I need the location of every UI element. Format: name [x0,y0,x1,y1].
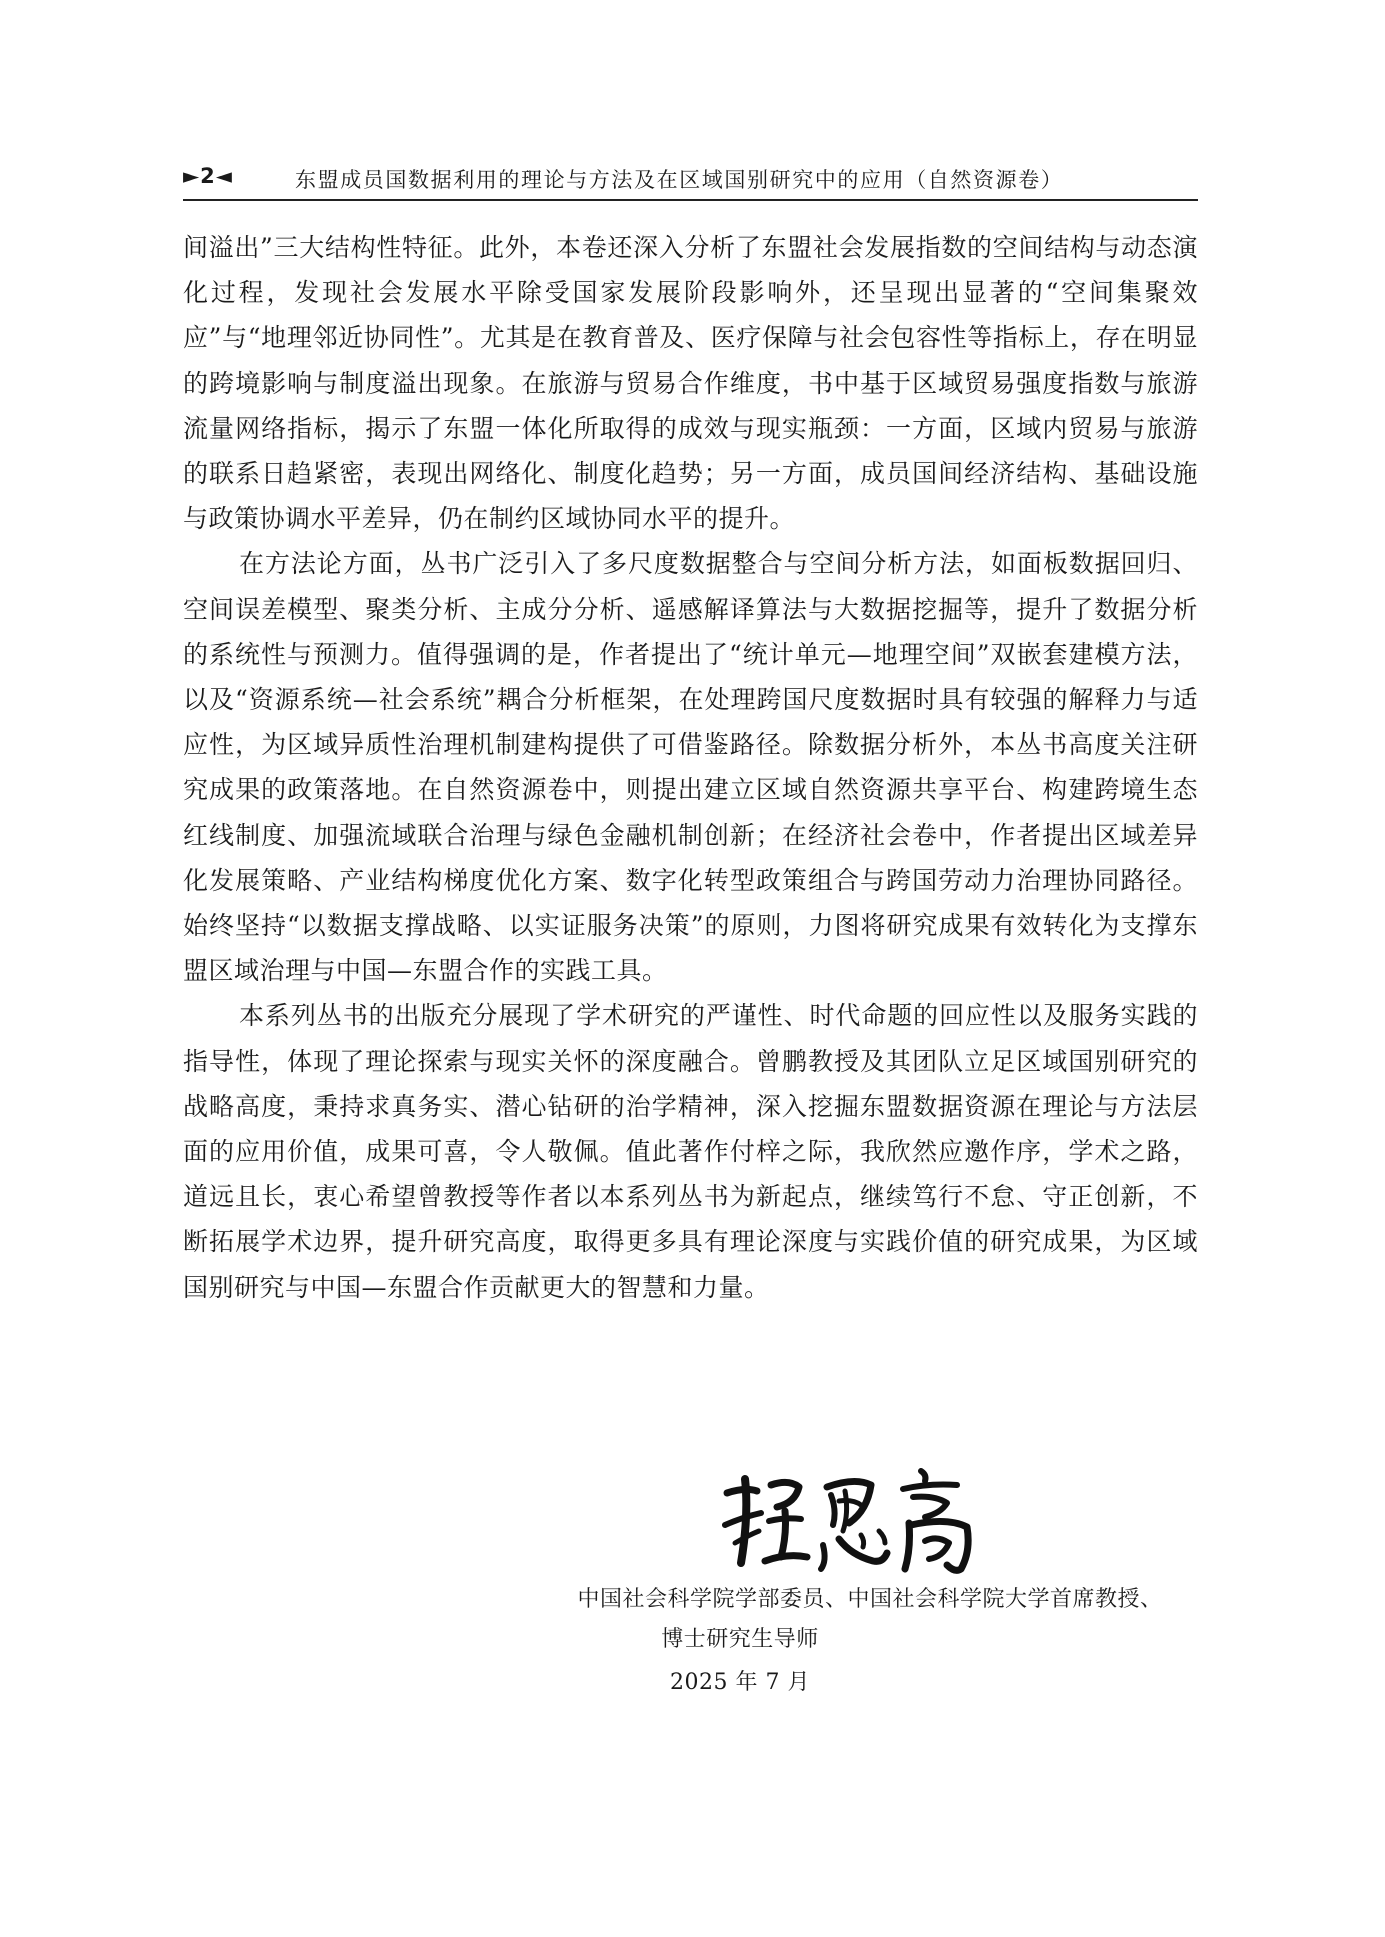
preface-date: 2025 年 7 月 [670,1670,810,1695]
paragraph-3: 本系列丛书的出版充分展现了学术研究的严谨性、时代命题的回应性以及服务实践的指导性，体现了理论探索与现实关怀的深度融合。曾鹏教授及其团队立足区域国别研究的战略高度，秉持求真务实、潜心钻研的治学精神，深入挖掘东盟数据资源在理论与方法层面的应用价值，成果可喜，令人敬佩。值此著作付梓之际，我欣然应邀作序，学术之路，道远且长，衷心希望曾教授等作者以本系列丛书为新起点，继续笃行不怠、守正创新，不断拓展学术边界，提升研究高度，取得更多具有理论深度与实践价值的研究成果，为区域国别研究与中国—东盟合作贡献更大的智慧和力量。 [183,1001,1198,1302]
running-title: 东盟成员国数据利用的理论与方法及在区域国别研究中的应用（自然资源卷） [295,168,1064,192]
handwritten-signature [715,1465,985,1580]
page-number: ►2◄ [183,164,233,188]
author-affiliation: 中国社会科学院学部委员、中国社会科学院大学首席教授、 [577,1587,1163,1612]
author-title: 博士研究生导师 [661,1627,819,1652]
paragraph-2: 在方法论方面，丛书广泛引入了多尺度数据整合与空间分析方法，如面板数据回归、空间误差模型、聚类分析、主成分分析、遥感解译算法与大数据挖掘等，提升了数据分析的系统性与预测力。值得强调的是，作者提出了“统计单元—地理空间”双嵌套建模方法，以及“资源系统—社会系统”耦合分析框架，在处理跨国尺度数据时具有较强的解释力与适应性，为区域异质性治理机制建构提供了可借鉴路径。除数据分析外，本丛书高度关注研究成果的政策落地。在自然资源卷中，则提出建立区域自然资源共享平台、构建跨境生态红线制度、加强流域联合治理与绿色金融机制创新；在经济社会卷中，作者提出区域差异化发展策略、产业结构梯度优化方案、数字化转型政策组合与跨国劳动力治理协同路径。始终坚持“以数据支撑战略、以实证服务决策”的原则，力图将研究成果有效转化为支撑东盟区域治理与中国—东盟合作的实践工具。 [183,549,1198,986]
running-head [183,160,1198,200]
paragraph-1: 间溢出”三大结构性特征。此外，本卷还深入分析了东盟社会发展指数的空间结构与动态演化过程，发现社会发展水平除受国家发展阶段影响外，还呈现出显著的“空间集聚效应”与“地理邻近协同性”。尤其是在教育普及、医疗保障与社会包容性等指标上，存在明显的跨境影响与制度溢出现象。在旅游与贸易合作维度，书中基于区域贸易强度指数与旅游流量网络指标，揭示了东盟一体化所取得的成效与现实瓶颈：一方面，区域内贸易与旅游的联系日趋紧密，表现出网络化、制度化趋势；另一方面，成员国间经济结构、基础设施与政策协调水平差异，仍在制约区域协同水平的提升。 [183,233,1198,534]
body-text [183,225,1198,1310]
header-rule [183,199,1198,201]
